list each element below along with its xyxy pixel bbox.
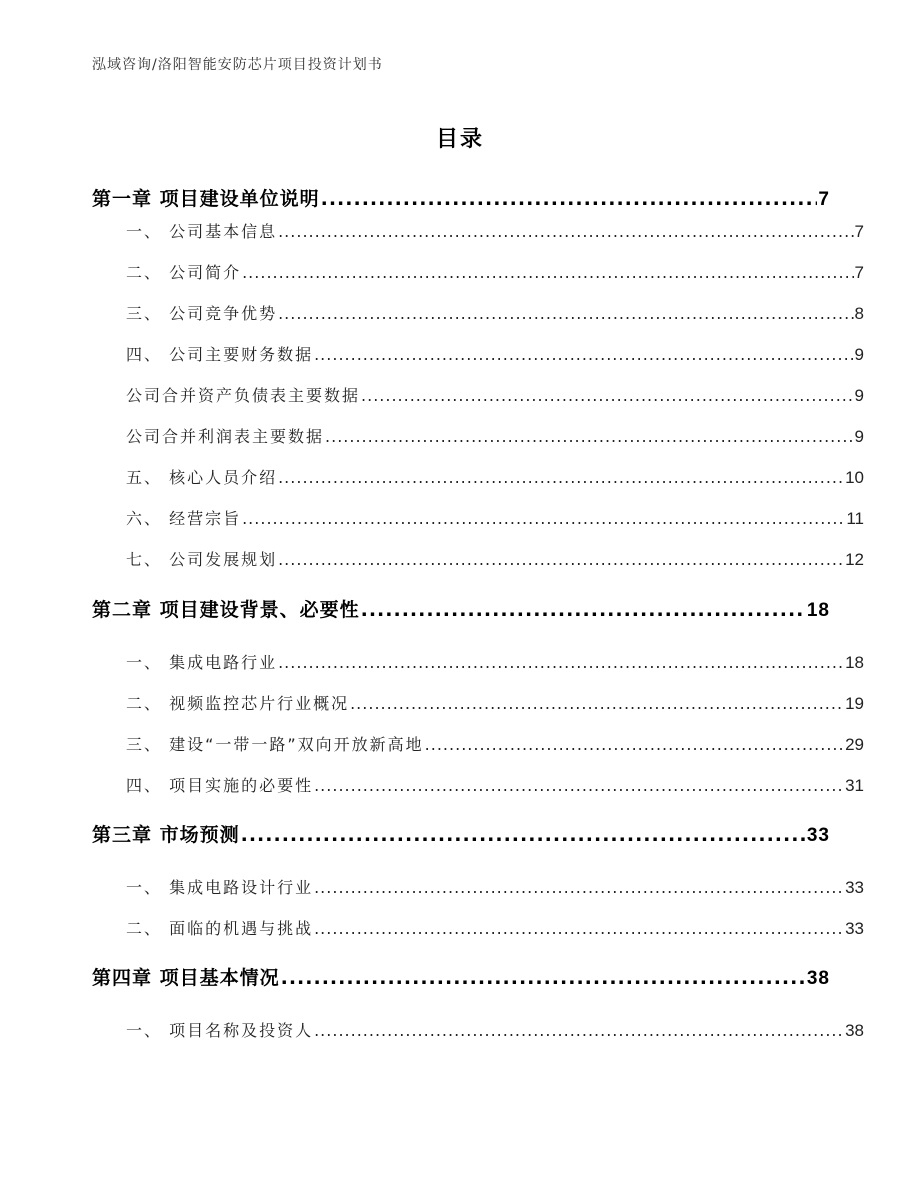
dot-leader — [278, 550, 844, 569]
toc-entry-label: 二、 视频监控芯片行业概况 — [126, 694, 350, 713]
dot-leader — [242, 509, 845, 528]
toc-entry-label: 二、 公司简介 — [126, 263, 242, 282]
toc-entry-label: 四、 项目实施的必要性 — [126, 776, 314, 795]
toc-entry-label: 第四章 项目基本情况 — [92, 967, 280, 989]
dot-leader — [314, 345, 853, 364]
toc-entry-page: 9 — [854, 386, 864, 405]
toc-entry-label: 七、 公司发展规划 — [126, 550, 278, 569]
toc-entry-page: 8 — [854, 304, 864, 323]
dot-leader — [321, 188, 818, 210]
toc-entry-label: 一、 集成电路设计行业 — [126, 878, 314, 897]
toc-entry-page: 11 — [846, 509, 864, 528]
toc-entry-page: 33 — [845, 878, 864, 897]
toc-entry-label: 一、 公司基本信息 — [126, 222, 278, 241]
toc-entry-label: 第二章 项目建设背景、必要性 — [92, 599, 360, 621]
toc-entry[interactable] — [92, 219, 864, 242]
toc-entry-label: 公司合并利润表主要数据 — [126, 427, 325, 446]
toc-entry-page: 9 — [854, 427, 864, 446]
dot-leader — [314, 919, 844, 938]
dot-leader — [314, 1021, 844, 1040]
toc-entry-page: 31 — [845, 776, 864, 795]
toc-entry-label: 三、 建设“一带一路”双向开放新高地 — [126, 735, 424, 754]
toc-entry-page: 9 — [854, 345, 864, 364]
toc-entry-page: 18 — [845, 653, 864, 672]
toc-entry-label: 五、 核心人员介绍 — [126, 468, 278, 487]
toc-entry-page: 38 — [806, 968, 830, 989]
toc-entry-label: 一、 项目名称及投资人 — [126, 1021, 314, 1040]
toc-entry-label: 三、 公司竞争优势 — [126, 304, 278, 323]
toc-entry[interactable] — [92, 383, 864, 406]
toc-entry-label: 二、 面临的机遇与挑战 — [126, 919, 314, 938]
toc-entry[interactable] — [92, 506, 864, 529]
toc-entry-page: 7 — [854, 263, 864, 282]
toc-entry[interactable] — [92, 260, 864, 283]
toc-entry[interactable] — [92, 301, 864, 324]
dot-leader — [361, 386, 854, 405]
toc-entry[interactable] — [92, 184, 830, 211]
toc-entry[interactable] — [92, 773, 864, 796]
dot-leader — [325, 427, 854, 446]
toc-entry-label: 六、 经营宗旨 — [126, 509, 242, 528]
toc-entry-page: 33 — [845, 919, 864, 938]
toc-entry-page: 29 — [845, 735, 864, 754]
toc-entry[interactable] — [92, 732, 864, 755]
dot-leader — [314, 776, 844, 795]
toc-entry-label: 公司合并资产负债表主要数据 — [126, 386, 361, 405]
toc-entry[interactable] — [92, 1018, 864, 1041]
toc-entry-label: 第三章 市场预测 — [92, 824, 240, 846]
toc-entry[interactable] — [92, 465, 864, 488]
toc-title: 目录 — [435, 127, 484, 152]
dot-leader — [241, 824, 806, 846]
toc-entry[interactable] — [92, 820, 830, 847]
dot-leader — [425, 735, 844, 754]
toc-entry-page: 18 — [806, 600, 830, 621]
dot-leader — [281, 967, 806, 989]
dot-leader — [361, 599, 806, 621]
toc-entry-label: 四、 公司主要财务数据 — [126, 345, 314, 364]
toc-entry-page: 33 — [806, 825, 830, 846]
dot-leader — [350, 694, 844, 713]
dot-leader — [242, 263, 853, 282]
dot-leader — [314, 878, 844, 897]
toc-entry[interactable] — [92, 342, 864, 365]
toc-entry[interactable] — [92, 650, 864, 673]
toc-entry-page: 7 — [854, 222, 864, 241]
toc-entry-label: 一、 集成电路行业 — [126, 653, 278, 672]
toc-entry-label: 第一章 项目建设单位说明 — [92, 188, 320, 210]
toc-entry[interactable] — [92, 963, 830, 990]
dot-leader — [278, 304, 853, 323]
toc-entry[interactable] — [92, 424, 864, 447]
dot-leader — [278, 222, 853, 241]
toc-entry-page: 19 — [845, 694, 864, 713]
toc-entry-page: 10 — [845, 468, 864, 487]
toc-entry-page: 38 — [845, 1021, 864, 1040]
toc-entry[interactable] — [92, 595, 830, 622]
toc-entry[interactable] — [92, 547, 864, 570]
toc-entry[interactable] — [92, 691, 864, 714]
dot-leader — [278, 653, 844, 672]
toc-entry[interactable] — [92, 875, 864, 898]
page-header: 泓域咨询/洛阳智能安防芯片项目投资计划书 — [92, 57, 383, 73]
toc-entry-page: 7 — [818, 189, 830, 210]
toc-entry-page: 12 — [845, 550, 864, 569]
toc-entry[interactable] — [92, 916, 864, 939]
dot-leader — [278, 468, 844, 487]
